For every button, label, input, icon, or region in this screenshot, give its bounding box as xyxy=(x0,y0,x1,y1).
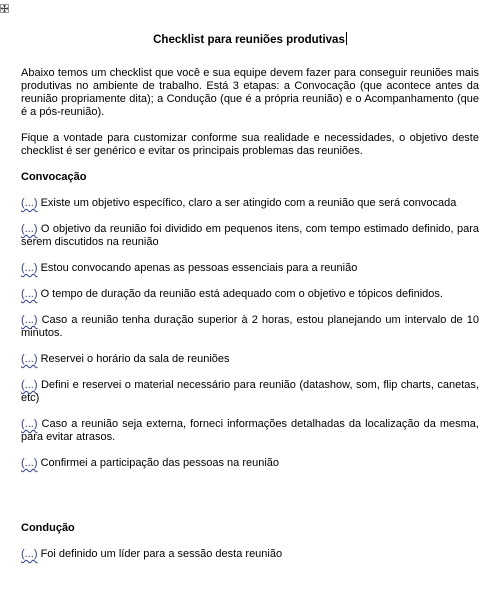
checkbox-marker[interactable]: (...) xyxy=(21,353,38,365)
checklist-item[interactable] xyxy=(21,457,479,470)
checklist-item-text: Estou convocando apenas as pessoas essenciais para a reunião xyxy=(40,262,358,274)
checklist-item[interactable] xyxy=(21,548,479,561)
checklist-item-text: Confirmei a participação das pessoas na reunião xyxy=(40,457,280,469)
checklist-item[interactable] xyxy=(21,353,479,366)
checklist-item[interactable] xyxy=(21,223,479,249)
checkbox-marker[interactable]: (...) xyxy=(21,262,38,274)
checklist-item[interactable] xyxy=(21,379,479,405)
intro-paragraph: Abaixo temos um checklist que você e sua equipe devem fazer para conseguir reuniões mais produtivas no ambiente de trabalho. Está 3 etapas: a Convocação (que acontece antes da reunião propriamente dita); a Condução (que é a própria reunião) e o Acompanhamento (que é a pós-reunião). xyxy=(21,67,479,118)
checklist-item-text: Defini e reservei o material necessário para reunião (datashow, som, flip charts, canetas, etc) xyxy=(21,379,479,404)
checkbox-marker[interactable]: (...) xyxy=(21,288,38,300)
checklist-item[interactable] xyxy=(21,262,479,275)
checklist-item[interactable] xyxy=(21,288,479,301)
checkbox-marker[interactable]: (...) xyxy=(21,379,38,391)
checklist-item-text: Reservei o horário da sala de reuniões xyxy=(40,353,230,365)
checklist-item[interactable] xyxy=(21,314,479,340)
checklist-item-text: O objetivo da reunião foi dividido em pequenos itens, com tempo estimado definido, para serem discutidos na reunião xyxy=(21,223,479,248)
checklist-item-text: Foi definido um líder para a sessão desta reunião xyxy=(40,548,283,560)
checkbox-marker[interactable]: (...) xyxy=(21,548,38,560)
text-cursor xyxy=(346,32,347,45)
checklist-item[interactable] xyxy=(21,197,479,210)
checklist-item-text: Caso a reunião seja externa, forneci informações detalhadas da localização da mesma, para evitar atrasos. xyxy=(21,418,479,443)
document-title: Checklist para reuniões produtivas xyxy=(153,34,345,46)
checklist-item-text: O tempo de duração da reunião está adequado com o objetivo e tópicos definidos. xyxy=(40,288,443,300)
checkbox-marker[interactable]: (...) xyxy=(21,314,38,326)
checklist-item-text: Existe um objetivo específico, claro a ser atingido com a reunião que será convocada xyxy=(40,197,457,209)
section-heading-conducao: Condução xyxy=(21,522,75,534)
checkbox-marker[interactable]: (...) xyxy=(21,197,38,209)
document-body[interactable] xyxy=(21,32,479,561)
section-heading-convocacao: Convocação xyxy=(21,171,87,183)
checkbox-marker[interactable]: (...) xyxy=(21,223,38,235)
checklist-item[interactable] xyxy=(21,418,479,444)
intro-paragraph-2: Fique a vontade para customizar conforme sua realidade e necessidades, o objetivo deste checklist é ser genérico e evitar os principais problemas das reuniões. xyxy=(21,132,479,157)
table-move-handle-icon[interactable] xyxy=(0,4,9,13)
checkbox-marker[interactable]: (...) xyxy=(21,457,38,469)
checkbox-marker[interactable]: (...) xyxy=(21,418,38,430)
checklist-item-text: Caso a reunião tenha duração superior à 2 horas, estou planejando um intervalo de 10 minutos. xyxy=(21,314,479,339)
